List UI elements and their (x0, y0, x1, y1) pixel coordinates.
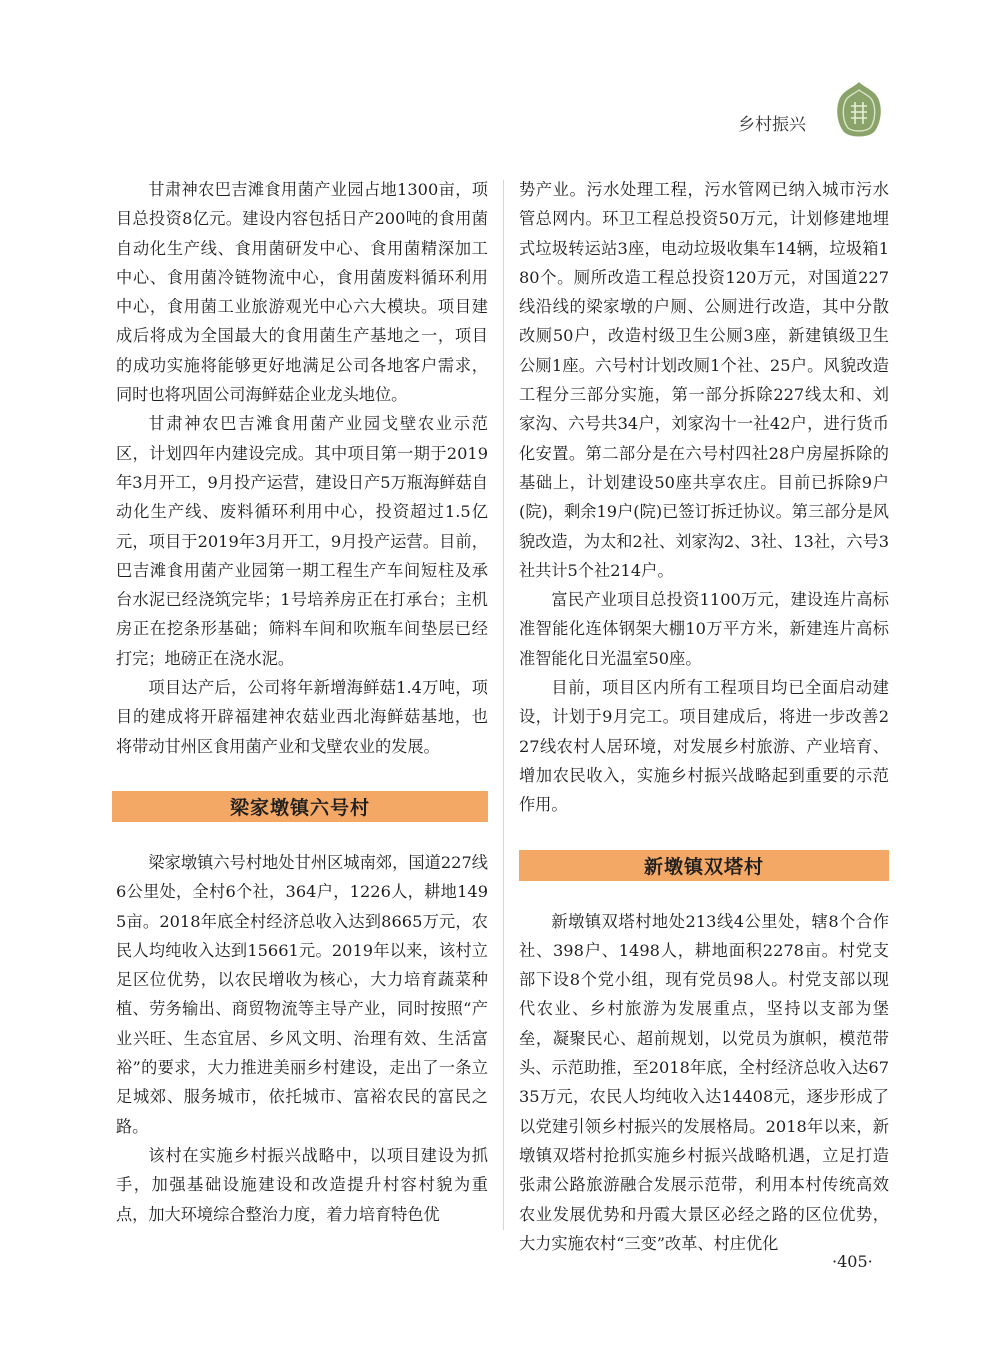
section-heading: 新墩镇双塔村 (519, 850, 889, 881)
paragraph: 甘肃神农巴吉滩食用菌产业园戈壁农业示范区，计划四年内建设完成。其中项目第一期于2019年3月开工，9月投产运营，建设日产5万瓶海鲜菇自动化生产线、废料循环利用中心，投资超过1.5亿元，项目于2019年3月开工，9月投产运营。目前，巴吉滩食用菌产业园第一期工程生产车间短柱及承台水泥已经浇筑完毕；1号培养房正在打承台；主机房正在挖条形基础；筛料车间和吹瓶车间垫层已经打完；地磅正在浇水泥。 (116, 414, 488, 668)
paragraph: 新墩镇双塔村地处213线4公里处，辖8个合作社、398户、1498人，耕地面积2278亩。村党支部下设8个党小组，现有党员98人。村党支部以现代农业、乡村旅游为发展重点，坚持以支部为堡垒，凝聚民心、超前规划，以党员为旗帜，模范带头、示范助推，至2018年底，全村经济总收入达6735万元，农民人均纯收入达14408元，逐步形成了以党建引领乡村振兴的发展格局。2018年以来，新墩镇双塔村抢抓实施乡村振兴战略机遇，立足打造张肃公路旅游融合发展示范带，利用本村传统高效农业发展优势和丹霞大景区必经之路的区位优势，大力实施农村“三变”改革、村庄优化 (519, 911, 889, 1253)
paragraph: 目前，项目区内所有工程项目均已全面启动建设，计划于9月完工。项目建成后，将进一步改善227线农村人居环境，对发展乡村旅游、产业培育、增加农民收入，实施乡村振兴战略起到重要的示范作用。 (519, 678, 889, 815)
seal-emblem-icon (834, 80, 884, 140)
paragraph: 项目达产后，公司将年新增海鲜菇1.4万吨，项目的建成将开辟福建神农菇业西北海鲜菇基地，也将带动甘州区食用菌产业和戈壁农业的发展。 (116, 678, 488, 756)
running-head-section: 乡村振兴 (738, 115, 806, 135)
paragraph: 梁家墩镇六号村地处甘州区城南郊，国道227线6公里处，全村6个社，364户，1226人，耕地1495亩。2018年底全村经济总收入达到8665万元，农民人均纯收入达到15661元。2019年以来，该村立足区位优势，以农民增收为核心，大力培育蔬菜种植、劳务输出、商贸物流等主导产业，同时按照“产业兴旺、生态宜居、乡风文明、治理有效、生活富裕”的要求，大力推进美丽乡村建设，走出了一条立足城郊、服务城市，依托城市、富裕农民的富民之路。 (116, 852, 488, 1136)
paragraph: 势产业。污水处理工程，污水管网已纳入城市污水管总网内。环卫工程总投资50万元，计划修建地埋式垃圾转运站3座，电动垃圾收集车14辆，垃圾箱180个。厕所改造工程总投资120万元，对国道227线沿线的梁家墩的户厕、公厕进行改造，其中分散改厕50户，改造村级卫生公厕3座，新建镇级卫生公厕1座。六号村计划改厕1个社、25户。风貌改造工程分三部分实施，第一部分拆除227线太和、刘家沟、六号共34户，刘家沟十一社42户，进行货币化安置。第二部分是在六号村四社28户房屋拆除的基础上，计划建设50座共享农庄。目前已拆除9户(院)，剩余19户(院)已签订拆迁协议。第三部分是风貌改造，为太和2社、刘家沟2、3社、13社，六号3社共计5个社214户。 (519, 180, 889, 580)
paragraph: 该村在实施乡村振兴战略中，以项目建设为抓手，加强基础设施建设和改造提升村容村貌为重点，加大环境综合整治力度，着力培育特色优 (116, 1145, 488, 1224)
paragraph: 甘肃神农巴吉滩食用菌产业园占地1300亩，项目总投资8亿元。建设内容包括日产200吨的食用菌自动化生产线、食用菌研发中心、食用菌精深加工中心、食用菌冷链物流中心，食用菌废料循环利用中心，食用菌工业旅游观光中心六大模块。项目建成后将成为全国最大的食用菌生产基地之一，项目的成功实施将能够更好地满足公司各地客户需求，同时也将巩固公司海鲜菇企业龙头地位。 (116, 180, 488, 405)
column-divider (503, 180, 504, 1230)
right-column (519, 175, 889, 1258)
section-heading: 梁家墩镇六号村 (112, 791, 488, 822)
page-number: ·405· (832, 1252, 873, 1271)
paragraph: 富民产业项目总投资1100万元，建设连片高标准智能化连体钢架大棚10万平方米，新建连片高标准智能化日光温室50座。 (519, 590, 889, 668)
left-column (116, 175, 488, 1229)
